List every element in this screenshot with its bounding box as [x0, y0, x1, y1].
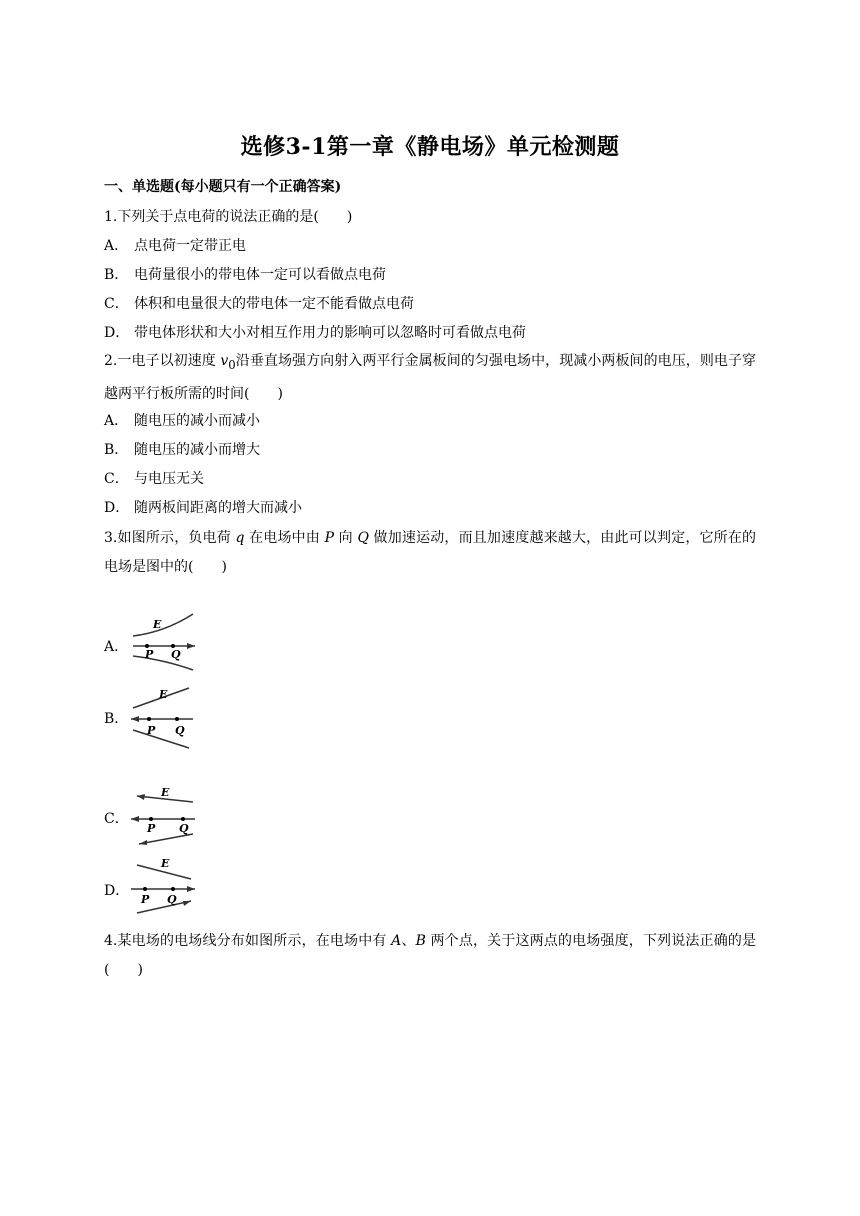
q1-option-c: C． 体积和电量很大的带电体一定不能看做点电荷	[104, 296, 414, 312]
q3-figure-b	[125, 686, 200, 751]
q3-figure-c	[125, 784, 200, 849]
svg-text:Q: Q	[171, 648, 181, 661]
q3-figure-a-label: A．	[104, 639, 129, 655]
q3-figure-c-label: C．	[104, 811, 129, 827]
svg-text:Q: Q	[175, 724, 185, 737]
q2-option-d: D． 随两板间距离的增大而减小	[104, 500, 302, 516]
svg-text:E: E	[161, 857, 170, 870]
q2-option-a: A． 随电压的减小而减小	[104, 413, 260, 429]
q2-option-c: C． 与电压无关	[104, 471, 204, 487]
svg-text:P: P	[147, 724, 156, 737]
document-title: 选修3-1第一章《静电场》单元检测题	[240, 134, 620, 160]
q2-stem: 2.一电子以初速度 $v_0$沿垂直场强方向射入两平行金属板间的匀强电场中，现减小两板间的电压，则电子穿越两平行板所需的时间( )	[104, 353, 757, 402]
q4-stem: 4.某电场的电场线分布如图所示，在电场中有 A、B 两个点，关于这两点的电场强度，下列说法正确的是( )	[104, 933, 757, 978]
section-heading: 一、单选题(每小题只有一个正确答案)	[104, 179, 342, 195]
q1-option-d: D． 带电体形状和大小对相互作用力的影响可以忽略时可看做点电荷	[104, 325, 526, 341]
q3-figure-a	[125, 612, 200, 672]
q3-stem: 3.如图所示，负电荷 q 在电场中由 P 向 Q 做加速运动，而且加速度越来越大，由此可以判定，它所在的电场是图中的( )	[104, 530, 757, 575]
svg-text:E: E	[161, 786, 170, 799]
q1-stem: 1.下列关于点电荷的说法正确的是( )	[104, 209, 353, 225]
q3-figure-d-label: D．	[104, 883, 130, 899]
svg-text:P: P	[141, 893, 150, 906]
q1-option-a: A． 点电荷一定带正电	[104, 238, 246, 254]
q3-figure-d	[125, 855, 200, 920]
svg-text:Q: Q	[167, 893, 177, 906]
svg-text:E: E	[153, 618, 162, 631]
svg-text:P: P	[145, 648, 154, 661]
svg-text:Q: Q	[179, 822, 189, 835]
svg-text:P: P	[147, 822, 156, 835]
q3-figure-b-label: B．	[104, 711, 129, 727]
q2-option-b: B． 随电压的减小而增大	[104, 442, 260, 458]
q1-option-b: B． 电荷量很小的带电体一定可以看做点电荷	[104, 267, 386, 283]
svg-text:E: E	[159, 688, 168, 701]
